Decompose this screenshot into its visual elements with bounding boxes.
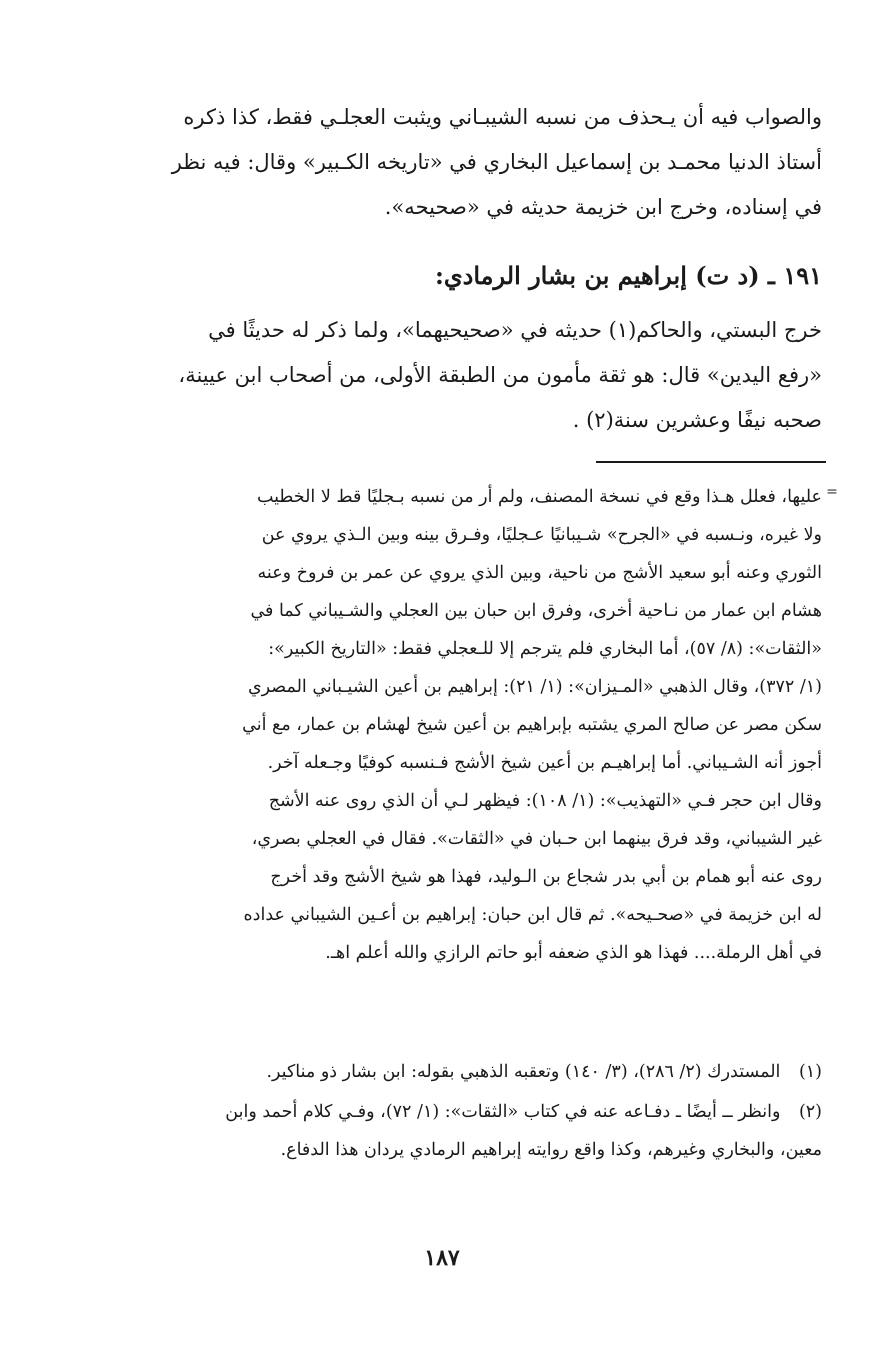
- entry-line: صحبه نيفًا وعشرين سنة(٢) .: [572, 408, 822, 432]
- footnote-line: هشام ابن عمار من نـاحية أخرى، وفرق ابن حبان بين العجلي والشـيباني كما في: [250, 601, 822, 621]
- entry-heading: ١٩١ ـ (د ت) إبراهيم بن بشار الرمادي:: [435, 261, 822, 290]
- footnote-line: ولا غيره، ونـسبه في «الجرح» شـيبانيًا عـجليًا، وفـرق بينه وبين الـذي يروي عن: [261, 525, 822, 545]
- footnote-1: [128, 1053, 822, 1091]
- footnote-line: روى عنه أبو همام بن أبي بدر شجاع بن الـوليد، فهذا هو شيخ الأشج وقد أخرج: [270, 867, 822, 887]
- intro-line: أستاذ الدنيا محمـد بن إسماعيل البخاري في «تاريخه الكـبير» وقال: فيه نظر: [171, 150, 822, 174]
- intro-line: والصواب فيه أن يـحذف من نسبه الشيبـاني ويثبت العجلـي فقط، كذا ذكره: [183, 105, 822, 129]
- footnote-line: عليها، فعلل هـذا وقع في نسخة المصنف، ولم أر من نسبه بـجليًا قط لا الخطيب: [256, 487, 822, 507]
- footnote-separator: [596, 461, 826, 463]
- entry-line: خرج البستي، والحاكم(١) حديثه في «صحيحيهما»، ولما ذكر له حديثًا في: [208, 318, 822, 342]
- continuation-mark: =: [826, 484, 838, 500]
- footnote-2-number: (٢): [798, 1102, 822, 1122]
- footnote-2-text: وانظر ــ أيضًا ـ دفـاعه عنه في كتاب «الثقات»: (١/ ٧٢)، وفـي كلام أحمد وابن: [225, 1102, 781, 1122]
- intro-paragraph: [128, 95, 822, 230]
- footnote-line: أجوز أنه الشـيباني. أما إبراهيـم بن أعين شيخ الأشج فـنسبه كوفيًا وجـعله آخر.: [267, 753, 822, 773]
- footnote-line: الثوري وعنه أبو سعيد الأشج من ناحية، وبين الذي يروي عن عمر بن فروخ وعنه: [257, 563, 822, 583]
- footnote-line: سكن مصر عن صالح المري يشتبه بإبراهيم بن أعين شيخ لهشام بن عمار، مع أني: [242, 715, 822, 735]
- footnote-2-line: [128, 1093, 822, 1131]
- footnote-1-number: (١): [798, 1062, 822, 1082]
- footnote-line: غير الشيباني، وقد فرق بينهما ابن حـبان في «الثقات». فقال في العجلي بصري،: [251, 829, 822, 849]
- footnote-1-text: المستدرك (٢/ ٢٨٦)، (٣/ ١٤٠) وتعقبه الذهبي بقوله: ابن بشار ذو مناكير.: [266, 1062, 781, 1082]
- footnote-line: وقال ابن حجر فـي «التهذيب»: (١/ ١٠٨): فيظهر لـي أن الذي روى عنه الأشج: [268, 791, 822, 811]
- footnote-1-line: [128, 1053, 822, 1091]
- entry-paragraph: [128, 308, 822, 443]
- footnote-line: له ابن خزيمة في «صحـيحه». ثم قال ابن حبان: إبراهيم بن أعـين الشيباني عداده: [243, 905, 822, 925]
- entry-line: «رفع اليدين» قال: هو ثقة مأمون من الطبقة الأولى، من أصحاب ابن عيينة،: [178, 363, 822, 387]
- footnote-line: «الثقات»: (٨/ ٥٧)، أما البخاري فلم يترجم إلا للـعجلي فقط: «التاريخ الكبير»:: [268, 639, 822, 659]
- footnote-line: في أهل الرملة.... فهذا هو الذي ضعفه أبو حاتم الرازي والله أعلم اهـ.: [325, 943, 822, 963]
- footnote-line: (١/ ٣٧٢)، وقال الذهبي «المـيزان»: (١/ ٢١): إبراهيم بن أعين الشيـباني المصري: [247, 677, 822, 697]
- page-number: ١٨٧: [424, 1245, 460, 1271]
- intro-line: في إسناده، وخرج ابن خزيمة حديثه في «صحيحه».: [384, 195, 822, 219]
- footnote-2-line: معين، والبخاري وغيرهم، وكذا واقع روايته إبراهيم الرمادي يردان هذا الدفاع.: [280, 1140, 822, 1160]
- footnote-2: [128, 1093, 822, 1169]
- footnote-continued: [128, 478, 822, 972]
